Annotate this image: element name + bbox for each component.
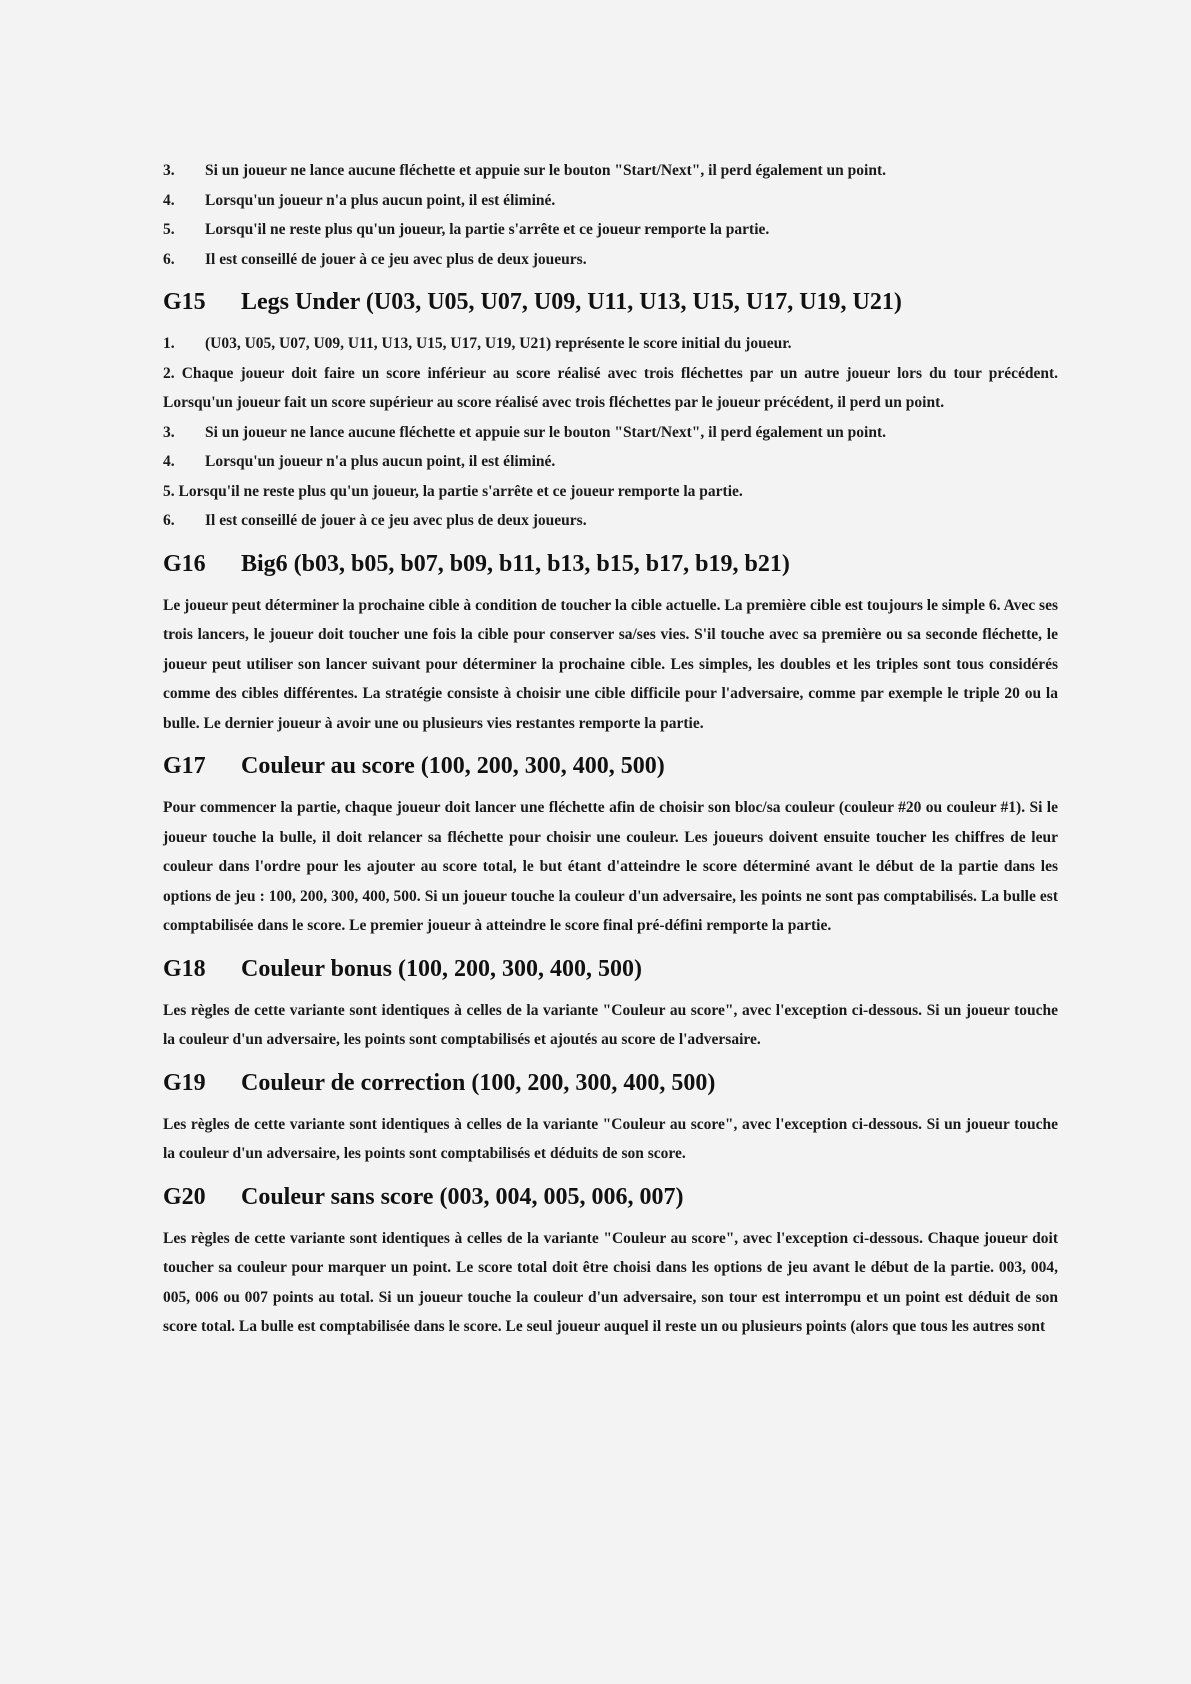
list-item-text: Lorsqu'un joueur n'a plus aucun point, il est éliminé. [205, 191, 556, 209]
list-item-number: 4. [163, 191, 175, 209]
list-item-number: 3. [163, 423, 175, 441]
g18-body-paragraph: Les règles de cette variante sont identiques à celles de la variante "Couleur au score", avec l'exception ci-dessous. Si un joueur touche la couleur d'un adversaire, les points sont comptabilisés et ajoutés au score de l'adversaire. [163, 1001, 1058, 1048]
g19-body-paragraph: Les règles de cette variante sont identiques à celles de la variante "Couleur au score", avec l'exception ci-dessous. Si un joueur touche la couleur d'un adversaire, les points sont comptabilisés et déduits de son score. [163, 1115, 1058, 1162]
g20-body-paragraph: Les règles de cette variante sont identiques à celles de la variante "Couleur au score", avec l'exception ci-dessous. Chaque joueur doit toucher sa couleur pour marquer un point. Le score total doit être choisi dans les options de jeu avant le début de la partie. 003, 004, 005, 006 ou 007 points au total. Si un joueur touche la couleur d'un adversaire, son tour est interrompu et un point est déduit de son score total. La bulle est comptabilisée dans le score. Le seul joueur auquel il reste un ou plusieurs points (alors que tous les autres sont [163, 1229, 1058, 1335]
list-item [163, 418, 1058, 448]
section-heading-g20 [163, 1182, 1058, 1212]
section-heading-g18 [163, 954, 1058, 984]
section-heading-g17 [163, 751, 1058, 781]
g17-body-paragraph: Pour commencer la partie, chaque joueur doit lancer une fléchette afin de choisir son bloc/sa couleur (couleur #20 ou couleur #1). Si le joueur touche la bulle, il doit relancer sa fléchette pour choisir une couleur. Les joueurs doivent ensuite toucher les chiffres de leur couleur dans l'ordre pour les ajouter au score total, le but étant d'atteindre le score déterminé avant le début de la partie dans les options de jeu : 100, 200, 300, 400, 500. Si un joueur touche la couleur d'un adversaire, les points ne sont pas comptabilisés. La bulle est comptabilisée dans le score. Le premier joueur à atteindre le score final pré-défini remporte la partie. [163, 799, 1058, 934]
section-code: G20 [163, 1183, 206, 1210]
list-item [163, 215, 1058, 245]
list-item [163, 329, 1058, 359]
list-item [163, 506, 1058, 536]
list-item-text: Il est conseillé de jouer à ce jeu avec plus de deux joueurs. [205, 250, 587, 268]
list-item-number: 6. [163, 512, 175, 529]
list-item-number: 5. [163, 221, 175, 238]
list-item-text: Il est conseillé de jouer à ce jeu avec plus de deux joueurs. [205, 512, 587, 529]
list-item-text: Si un joueur ne lance aucune fléchette et appuie sur le bouton "Start/Next", il perd également un point. [205, 162, 886, 179]
g15-rule-2-paragraph: 2. Chaque joueur doit faire un score inférieur au score réalisé avec trois fléchettes par un autre joueur lors du tour précédent. Lorsqu'un joueur fait un score supérieur au score réalisé avec trois fléchettes par le joueur précédent, il perd un point. [163, 364, 1058, 411]
list-item [163, 186, 1058, 216]
section-code: G18 [163, 955, 206, 982]
g15-rules-list-end [163, 506, 1058, 536]
list-item-number: 6. [163, 250, 175, 268]
g15-rules-list-cont [163, 418, 1058, 477]
section-heading-g16 [163, 549, 1058, 579]
section-title: Couleur de correction (100, 200, 300, 400, 500) [241, 1069, 716, 1096]
g15-rule-5-paragraph: 5. Lorsqu'il ne reste plus qu'un joueur, la partie s'arrête et ce joueur remporte la partie. [163, 482, 743, 500]
list-item-text: Lorsqu'un joueur n'a plus aucun point, il est éliminé. [205, 453, 556, 470]
list-item [163, 447, 1058, 477]
section-heading-g19 [163, 1068, 1058, 1098]
list-item-number: 4. [163, 453, 175, 470]
list-item-number: 3. [163, 162, 175, 179]
list-item-text: Si un joueur ne lance aucune fléchette et appuie sur le bouton "Start/Next", il perd également un point. [205, 423, 886, 441]
list-item [163, 245, 1058, 275]
section-code: G19 [163, 1069, 206, 1096]
section-code: G16 [163, 550, 206, 577]
list-item-text: (U03, U05, U07, U09, U11, U13, U15, U17, U19, U21) représente le score initial du joueur. [205, 335, 792, 352]
document-page [163, 156, 1058, 1342]
g15-rules-list [163, 329, 1058, 359]
section-code: G15 [163, 289, 206, 315]
section-title: Couleur bonus (100, 200, 300, 400, 500) [241, 955, 642, 982]
section-title: Legs Under (U03, U05, U07, U09, U11, U13, U15, U17, U19, U21) [241, 289, 902, 315]
list-item-text: Lorsqu'il ne reste plus qu'un joueur, la partie s'arrête et ce joueur remporte la partie. [205, 221, 770, 238]
list-item [163, 156, 1058, 186]
previous-rules-list [163, 156, 1058, 274]
section-title: Couleur au score (100, 200, 300, 400, 500) [241, 753, 665, 779]
section-title: Couleur sans score (003, 004, 005, 006, 007) [241, 1183, 684, 1210]
section-heading-g15 [163, 287, 1058, 317]
section-code: G17 [163, 753, 206, 779]
section-title: Big6 (b03, b05, b07, b09, b11, b13, b15, b17, b19, b21) [241, 550, 790, 577]
list-item-number: 1. [163, 335, 175, 352]
g16-body-paragraph: Le joueur peut déterminer la prochaine cible à condition de toucher la cible actuelle. La première cible est toujours le simple 6. Avec ses trois lancers, le joueur doit toucher une fois la cible pour conserver sa/ses vies. S'il touche avec sa première ou sa seconde fléchette, le joueur peut utiliser son lancer suivant pour déterminer la prochaine cible. Les simples, les doubles et les triples sont tous considérés comme des cibles différentes. La stratégie consiste à choisir une cible difficile pour l'adversaire, comme par exemple le triple 20 ou la bulle. Le dernier joueur à avoir une ou plusieurs vies restantes remporte la partie. [163, 596, 1058, 732]
